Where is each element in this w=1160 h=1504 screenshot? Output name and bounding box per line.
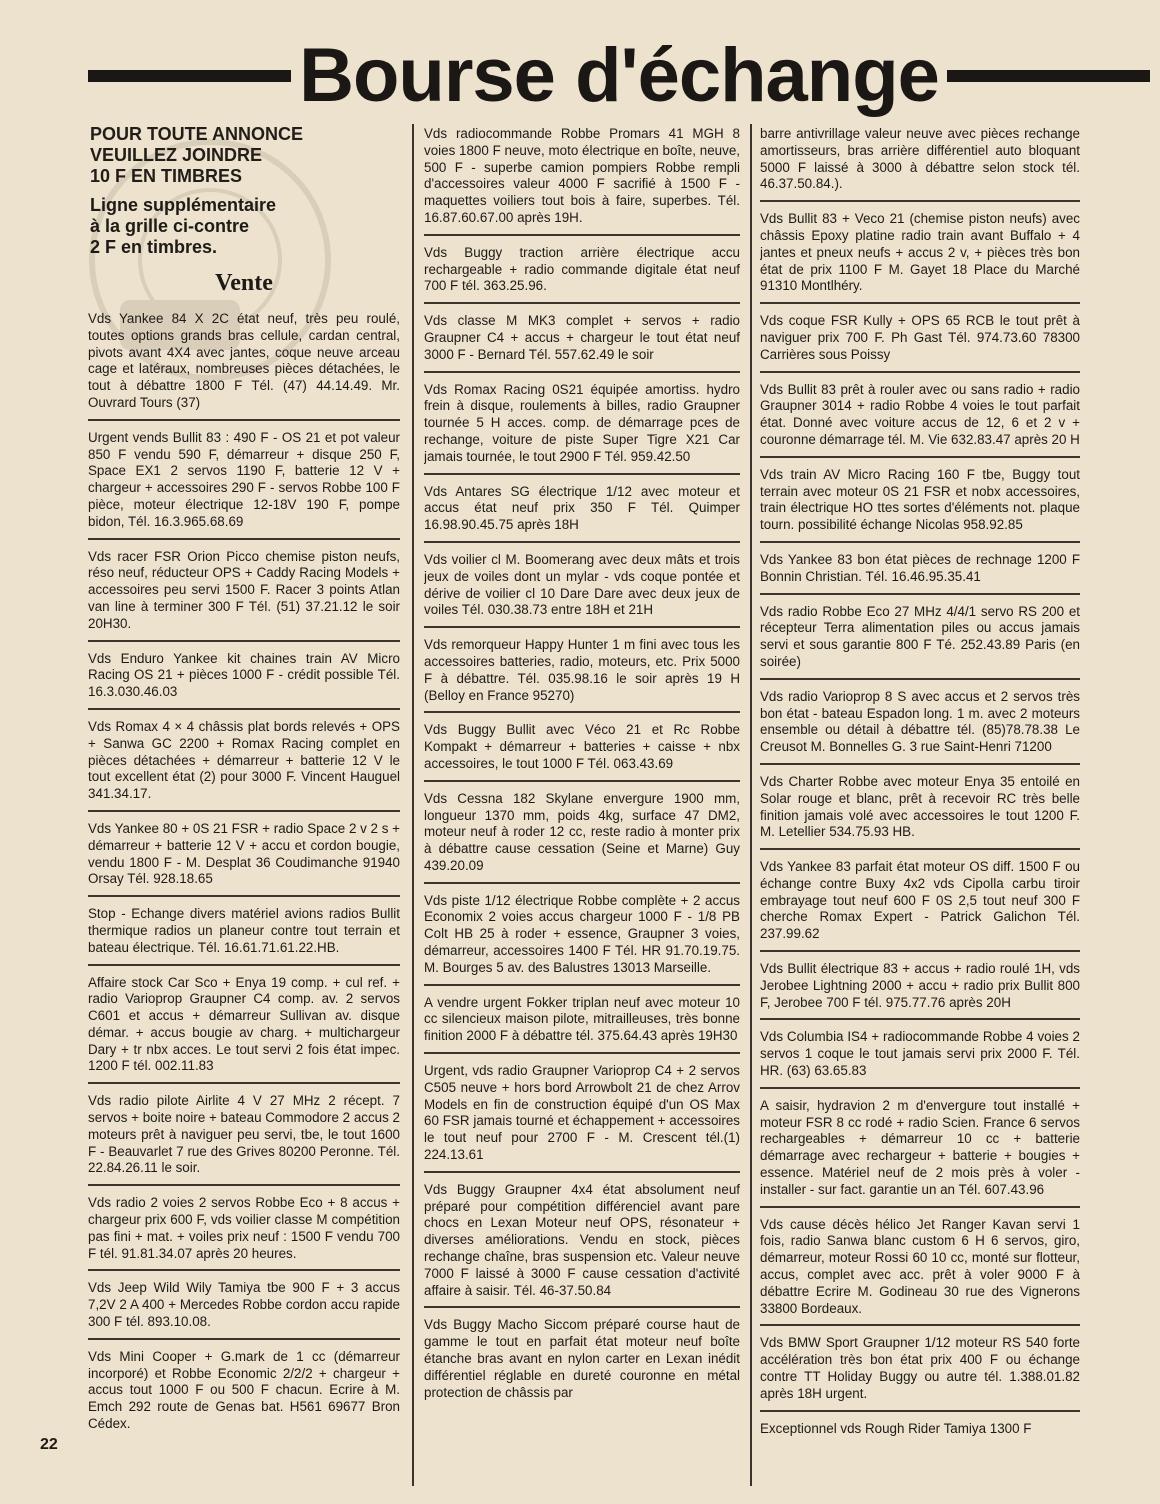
classified-ad: Vds radio 2 voies 2 servos Robbe Eco + 8 accus + chargeur prix 600 F, vds voilier classe M compétition pas fini + mat. + voiles prix neuf : 1500 F vendu 700 F tél. 91.81.34.07 après 20 heures. <box>88 1193 400 1271</box>
classified-ad: Vds train AV Micro Racing 160 F tbe, Buggy tout terrain avec moteur 0S 21 FSR et nobx accessoires, train électrique HO ttes sortes d'éléments not. plaque tourn. possibilité échange Nicolas 958.92.85 <box>760 465 1080 543</box>
intro-block-extra <box>90 195 400 258</box>
column-divider <box>412 124 414 1486</box>
title-rule-left <box>88 70 291 82</box>
column-divider <box>750 124 752 1486</box>
classified-ad: Vds radiocommande Robbe Promars 41 MGH 8 voies 1800 F neuve, moto électrique en boîte, neuve, 500 F - superbe camion pompiers Robbe rempli d'accessoires valeur 4000 F sacrifié à 1500 F - maquettes voiliers tout bois à faire, superbes. Tél. 16.87.60.67.00 après 19H. <box>424 124 740 236</box>
column-2 <box>424 124 740 1504</box>
classified-ad: Vds radio Robbe Eco 27 MHz 4/4/1 servo RS 200 et récepteur Terra alimentation piles ou accus jamais servi et sous garantie 800 F Té. 252.43.89 Paris (en soirée) <box>760 602 1080 680</box>
classified-ad: Vds Cessna 182 Skylane envergure 1900 mm, longueur 1370 mm, poids 4kg, surface 47 DM2, moteur neuf à roder 12 cc, reste radio à monter prix à débattre cause cessation (Seine et Marne) Guy 439.20.09 <box>424 789 740 884</box>
intro-line: POUR TOUTE ANNONCE <box>90 124 304 144</box>
title-rule-right <box>947 70 1150 82</box>
section-heading: Vente <box>215 270 273 296</box>
column-3 <box>760 124 1080 1504</box>
classified-ad: Vds Bullit 83 prêt à rouler avec ou sans radio + radio Graupner 3014 + radio Robbe 4 voies le tout parfait état. Donné avec voiture accus de 12, 6 et 2 v + couronne démarrage tél. M. Vie 632.83.47 après 20 H <box>760 380 1080 458</box>
classified-ad: Stop - Echange divers matériel avions radios Bullit thermique radios un planeur contre tout terrain et bateau électrique. Tél. 16.61.71.61.22.HB. <box>88 904 400 965</box>
classified-ad: Vds radio pilote Airlite 4 V 27 MHz 2 récept. 7 servos + boite noire + bateau Commodore 2 accus 2 moteurs prêt à naviguer peu servi, tbe, le tout 1600 F - Beauvarlet 7 rue des Grives 80200 Peronne. Tél. 22.84.26.11 le soir. <box>88 1091 400 1186</box>
classified-ad: Affaire stock Car Sco + Enya 19 comp. + cul ref. + radio Varioprop Graupner C4 comp. av. 2 servos C601 et accus + démarreur Sullivan av. disque démar. + accus bougie av charg. + multichargeur Dary + tr nbx acces. Le tout servi 2 fois état impec. 1200 F tél. 002.11.83 <box>88 973 400 1085</box>
page-title: Bourse d'échange <box>299 33 939 118</box>
classified-ad: Vds piste 1/12 électrique Robbe complète + 2 accus Economix 2 voies accus chargeur 1000 F - 1/8 PB Colt HB 25 à roder + essence, Graupner 3 voies, démarreur, accessoires 1400 F Tél. HR 91.70.19.75. M. Bourges 5 av. des Balustres 13013 Marseille. <box>424 891 740 986</box>
classified-ad: Urgent, vds radio Graupner Varioprop C4 + 2 servos C505 neuve + hors bord Arrowbolt 21 de chez Arrov Models en fin de construction équipé d'un OS Max 60 FSR jamais tourné et échappement + accessoires le tout neuf pour 2700 F - M. Crescent tél.(1) 224.13.61 <box>424 1061 740 1173</box>
classified-ad: Vds Enduro Yankee kit chaines train AV Micro Racing OS 21 + pièces 1000 F - crédit possible Tél. 16.3.030.46.03 <box>88 649 400 710</box>
classified-ad: Vds Buggy Macho Siccom préparé course haut de gamme le tout en parfait état moteur neuf boîte étanche bras avant en nylon carter en Lexan inédit différentiel réglable en dureté couronne en métal protection de châssis par <box>424 1317 740 1400</box>
classified-ad: Vds racer FSR Orion Picco chemise piston neufs, réso neuf, réducteur OPS + Caddy Racing Models + accessoires peu servi 1500 F. Racer 3 points Atlan van line à terminer 300 F Tél. (51) 37.21.12 le soir 20H30. <box>88 547 400 642</box>
classified-ad: Vds Jeep Wild Wily Tamiya tbe 900 F + 3 accus 7,2V 2 A 400 + Mercedes Robbe cordon accu rapide 300 F tél. 893.10.08. <box>88 1278 400 1339</box>
intro-line: Ligne supplémentaire <box>90 195 277 215</box>
intro-line: 10 F EN TIMBRES <box>90 166 243 186</box>
classified-ad: Vds Yankee 84 X 2C état neuf, très peu roulé, toutes options grands bras cellule, cardan central, pivots avant 4X4 avec jantes, coque neuve arceau cage et latéraux, nombreuses pièces détachées, le tout à débattre 1800 F Tél. (47) 44.14.49. Mr. Ouvrard Tours (37) <box>88 309 400 421</box>
classified-ad: Vds Bullit électrique 83 + accus + radio roulé 1H, vds Jerobee Lightning 2000 + accu + radio prix Bullit 800 F, Jerobee 700 F tél. 975.77.76 après 20H <box>760 959 1080 1020</box>
classified-ad: Vds Buggy Graupner 4x4 état absolument neuf préparé pour compétition différenciel avant pare chocs en Lexan Moteur neuf OPS, résonateur + diverses améliorations. Vendu en stock, pièces rechange chaîne, bras suspension etc. Valeur neuve 7000 F laissé à 3000 F cause cessation d'activité affaire à saisir. Tél. 46-37.50.84 <box>424 1180 740 1309</box>
classified-ad: Vds Yankee 83 parfait état moteur OS diff. 1500 F ou échange contre Buxy 4x2 vds Cipolla carbu tiroir embrayage tout neuf 600 F 0S 2,5 tout neuf 300 F cherche Romax Expert - Patrick Galichon Tél. 237.99.62 <box>760 857 1080 952</box>
classified-ad: Vds Charter Robbe avec moteur Enya 35 entoilé en Solar rouge et blanc, prêt à recevoir RC très belle finition jamais volé avec accessoires le tout 1200 F. M. Letellier 534.75.93 HB. <box>760 772 1080 850</box>
classified-ad: Vds Romax Racing 0S21 équipée amortiss. hydro frein à disque, roulements à billes, radio Graupner tournée 5 H acces. comp. de démarrage pces de rechange, voiture de piste Super Tigre X21 Car jamais tournée, le tout 2900 F Tél. 959.42.50 <box>424 380 740 475</box>
classified-ad: Vds Romax 4 × 4 châssis plat bords relevés + OPS + Sanwa GC 2200 + Romax Racing complet en pièces détachées + démarreur + batterie 12 V le tout excellent état (2) pour 3000 F. Vincent Hauguel 341.34.17. <box>88 717 400 812</box>
classified-ad: Vds remorqueur Happy Hunter 1 m fini avec tous les accessoires batteries, radio, moteurs, etc. Prix 5000 F à débattre. Tél. 035.98.16 le soir après 19 H (Belloy en France 95270) <box>424 635 740 713</box>
classified-ad: Vds cause décès hélico Jet Ranger Kavan servi 1 fois, radio Sanwa blanc custom 6 H 6 servos, giro, démarreur, moteur Rossi 60 10 cc, monté sur flotteur, accus, complet avec acc. prêt à voler 9000 F à débattre Ecrire M. Godineau 30 rue des Vignerons 33800 Bordeaux. <box>760 1215 1080 1327</box>
classified-ad: Vds BMW Sport Graupner 1/12 moteur RS 540 forte accélération très bon état prix 400 F ou échange contre TT Holiday Buggy ou autre tél. 1.388.01.82 après 18H urgent. <box>760 1333 1080 1411</box>
classified-ad: Urgent vends Bullit 83 : 490 F - OS 21 et pot valeur 850 F vendu 590 F, démarreur + disque 250 F, Space EX1 2 servos 1190 F, batterie 12 V + chargeur + accessoires 290 F - servos Robbe 100 F pièce, moteur électrique 12-18V 190 F, pompe bidon, Tél. 16.3.965.68.69 <box>88 428 400 540</box>
classified-ad: Vds voilier cl M. Boomerang avec deux mâts et trois jeux de voiles dont un mylar - vds coque pontée et dérive de voilier cl 10 Dare Dare avec deux jeux de voiles Tél. 030.38.73 entre 18H et 21H <box>424 550 740 628</box>
classified-ad: A saisir, hydravion 2 m d'envergure tout installé + moteur FSR 8 cc rodé + radio Scien. France 6 servos rechargeables + démarreur 10 cc + batterie démarrage avec rechargeur + batterie + bougies + essence. Matériel neuf de 2 mois près à voler - installer - sur fact. garantie un an Tél. 607.43.96 <box>760 1096 1080 1208</box>
column-1 <box>88 124 400 1504</box>
classified-ad: Vds coque FSR Kully + OPS 65 RCB le tout prêt à naviguer prix 700 F. Ph Gast Tél. 974.73.60 78300 Carrières sous Poissy <box>760 311 1080 372</box>
classified-ad: A vendre urgent Fokker triplan neuf avec moteur 10 cc silencieux maison pilote, mitrailleuses, très bonne finition 2000 F à débattre tél. 375.64.43 après 19H30 <box>424 993 740 1054</box>
classified-ad: Vds classe M MK3 complet + servos + radio Graupner C4 + accus + chargeur le tout état neuf 3000 F - Bernard Tél. 557.62.49 le soir <box>424 311 740 372</box>
classified-ad: Vds Antares SG électrique 1/12 avec moteur et accus état neuf prix 350 F Tél. Quimper 16.98.90.45.75 après 18H <box>424 482 740 543</box>
page-number: 22 <box>40 1436 58 1453</box>
classified-ad: Vds Buggy Bullit avec Véco 21 et Rc Robbe Kompakt + démarreur + batteries + caisse + nbx accessoires, le tout 1000 F Tél. 063.43.69 <box>424 720 740 781</box>
classified-ad: Vds radio Varioprop 8 S avec accus et 2 servos très bon état - bateau Espadon long. 1 m. avec 2 moteurs ensemble ou détail à débattre tél. (85)78.78.38 Le Creusot M. Bonnelles G. 3 rue Saint-Henri 71200 <box>760 687 1080 765</box>
classified-ad: Exceptionnel vds Rough Rider Tamiya 1300 F <box>760 1420 1032 1436</box>
intro-line: à la grille ci-contre <box>90 216 250 236</box>
title-bar <box>88 30 1150 122</box>
intro-line: 2 F en timbres. <box>90 237 218 257</box>
classified-ad: Vds Mini Cooper + G.mark de 1 cc (démarreur incorporé) et Robbe Economic 2/2/2 + chargeur + accus tout 1000 F ou 500 F chacun. Ecrire à M. Emch 292 route de Genas bat. H561 69677 Bron Cédex. <box>88 1348 400 1432</box>
classified-ad: barre antivrillage valeur neuve avec pièces rechange amortisseurs, bras arrière différentiel auto bloquant 5000 F laissé à 3000 à débattre selon stock tél. 46.37.50.84.). <box>760 124 1080 202</box>
intro-line: VEUILLEZ JOINDRE <box>90 145 263 165</box>
classified-ad: Vds Bullit 83 + Veco 21 (chemise piston neufs) avec châssis Epoxy platine radio train avant Buffalo + 4 jantes et pneux neufs + accus 2 v, + pièces très bon état de prix 1100 F M. Gayet 18 Place du Marché 91310 Montlhéry. <box>760 209 1080 304</box>
intro-block <box>90 124 400 187</box>
classified-ad: Vds Buggy traction arrière électrique accu rechargeable + radio commande digitale état neuf 700 F tél. 363.25.96. <box>424 243 740 304</box>
classified-ad: Vds Yankee 83 bon état pièces de rechnage 1200 F Bonnin Christian. Tél. 16.46.95.35.41 <box>760 550 1080 595</box>
classified-ad: Vds Columbia IS4 + radiocommande Robbe 4 voies 2 servos 1 coque le tout jamais servi prix 2000 F. Tél. HR. (63) 63.65.83 <box>760 1027 1080 1088</box>
classified-ad: Vds Yankee 80 + 0S 21 FSR + radio Space 2 v 2 s + démarreur + batterie 12 V + accu et cordon bougie, vendu 1800 F - M. Desplat 36 Coudimanche 91940 Orsay Tél. 928.18.65 <box>88 819 400 897</box>
